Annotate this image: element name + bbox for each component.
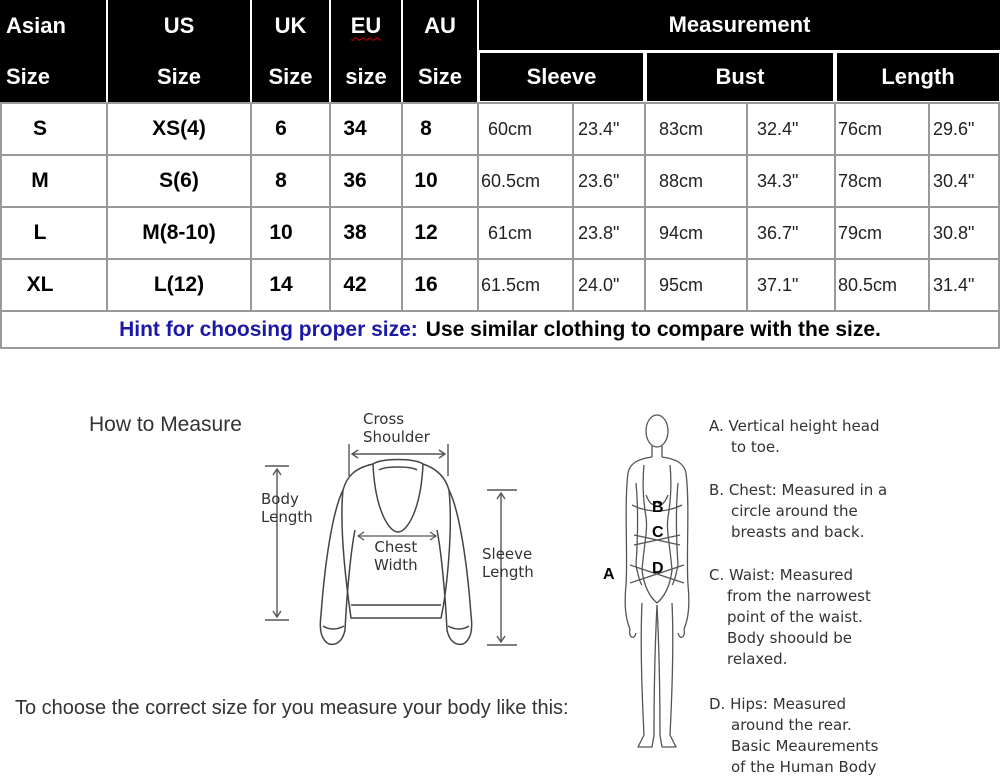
chest-width-label: [374, 538, 418, 574]
cell-bust-cm: 94cm: [659, 222, 704, 243]
header-bust: [646, 52, 834, 102]
cell-bust-in: 34.3": [757, 170, 799, 191]
header-eu-line1: EU: [350, 12, 382, 38]
legend-item-a: [709, 416, 899, 458]
legend-item-b: [709, 480, 899, 543]
chest-width-line2: Width: [374, 556, 418, 574]
cross-shoulder-label: [363, 410, 430, 446]
cell-eu: 34: [343, 117, 367, 140]
cell-length-in: 30.4": [933, 170, 975, 191]
cell-us: L(12): [153, 273, 205, 296]
legend-a-line2: to toe.: [731, 438, 780, 456]
cell-bust-cm: 83cm: [659, 118, 704, 139]
cell-au: 10: [414, 169, 438, 192]
header-us-size: [108, 0, 250, 102]
header-eu-line2: size: [345, 63, 387, 89]
header-length-label: Length: [881, 64, 955, 89]
sleeve-length-line2: Length: [482, 563, 534, 581]
cell-bust-in: 36.7": [757, 222, 799, 243]
measure-instruction: To choose the correct size for you measure your body like this:: [15, 697, 569, 719]
legend-c-line4: Body shoould be: [727, 629, 853, 647]
header-measurement: [479, 0, 1000, 50]
cell-sleeve-in: 24.0": [578, 274, 620, 295]
how-to-measure-title: How to Measure: [89, 413, 242, 436]
legend-c-line5: relaxed.: [727, 650, 788, 668]
header-us-line2: Size: [156, 63, 202, 89]
legend-b-line2: circle around the: [731, 502, 858, 520]
sleeve-length-label: [482, 545, 534, 581]
cell-sleeve-cm: 60cm: [488, 118, 533, 139]
body-length-line1: Body: [261, 490, 299, 508]
cell-bust-in: 32.4": [757, 118, 799, 139]
cell-uk: 6: [275, 117, 287, 140]
cross-shoulder-line2: Shoulder: [363, 428, 430, 446]
cell-eu: 42: [343, 273, 367, 296]
header-length: [836, 52, 1000, 102]
cell-asian: XL: [26, 273, 54, 296]
cell-sleeve-in: 23.4": [578, 118, 620, 139]
cross-shoulder-line1: Cross: [363, 410, 405, 428]
legend-d-line2: around the rear.: [731, 716, 852, 734]
header-asian-size: [0, 0, 106, 102]
cell-length-in: 30.8": [933, 222, 975, 243]
cell-au: 8: [420, 117, 432, 140]
cell-uk: 10: [269, 221, 293, 244]
cell-sleeve-cm: 61.5cm: [481, 274, 541, 295]
hint-text: Use similar clothing to compare with the size.: [425, 318, 881, 341]
header-sleeve-label: Sleeve: [526, 64, 597, 89]
header-measurement-label: Measurement: [668, 12, 811, 37]
human-body-figure-icon: [608, 405, 708, 765]
header-uk-size: [252, 0, 329, 102]
header-asian-line1: Asian: [6, 12, 66, 38]
chest-width-line1: Chest: [374, 538, 418, 556]
legend-d-line4: of the Human Body: [731, 758, 877, 776]
header-sleeve: [479, 52, 644, 102]
legend-c-line1: C. Waist: Measured: [709, 566, 854, 584]
legend-b-line3: breasts and back.: [731, 523, 865, 541]
body-letter-d: D: [652, 560, 664, 577]
header-au-size: [403, 0, 477, 102]
cell-asian: M: [31, 169, 49, 192]
body-length-label: [261, 490, 313, 526]
cell-au: 16: [414, 273, 438, 296]
legend-item-d: [709, 694, 899, 778]
header-eu-size: [331, 0, 401, 102]
cell-us: S(6): [159, 169, 199, 192]
cell-bust-cm: 95cm: [659, 274, 704, 295]
cell-eu: 38: [343, 221, 367, 244]
legend-d-line3: Basic Meaurements: [731, 737, 879, 755]
cell-bust-cm: 88cm: [659, 170, 704, 191]
cell-sleeve-cm: 60.5cm: [481, 170, 541, 191]
legend-c-line2: from the narrowest: [727, 587, 871, 605]
header-au-line1: AU: [424, 12, 456, 38]
cell-au: 12: [414, 221, 438, 244]
cell-uk: 14: [269, 273, 293, 296]
header-au-line2: Size: [417, 63, 463, 89]
header-uk-line2: Size: [268, 63, 313, 89]
cell-length-cm: 79cm: [838, 222, 883, 243]
cell-length-in: 31.4": [933, 274, 975, 295]
header-us-line1: US: [163, 12, 195, 38]
size-hint: [0, 312, 1000, 348]
legend-item-c: [709, 565, 899, 670]
legend-d-line1: D. Hips: Measured: [709, 695, 846, 713]
cell-length-cm: 76cm: [838, 118, 883, 139]
header-asian-line2: Size: [6, 63, 51, 89]
body-letter-a: A: [603, 566, 615, 583]
body-letter-c: C: [652, 524, 664, 541]
legend-c-line3: point of the waist.: [727, 608, 863, 626]
cell-sleeve-in: 23.6": [578, 170, 620, 191]
sleeve-length-line1: Sleeve: [482, 545, 533, 563]
cell-asian: S: [32, 117, 47, 140]
legend-b-line1: B. Chest: Measured in a: [709, 481, 888, 499]
cell-length-cm: 80.5cm: [838, 274, 898, 295]
body-length-line2: Length: [261, 508, 313, 526]
cell-uk: 8: [275, 169, 287, 192]
cell-sleeve-cm: 61cm: [488, 222, 533, 243]
legend-a-line1: A. Vertical height head: [709, 417, 880, 435]
cell-bust-in: 37.1": [757, 274, 799, 295]
body-letter-b: B: [652, 499, 664, 516]
cell-eu: 36: [343, 169, 367, 192]
cell-sleeve-in: 23.8": [578, 222, 620, 243]
header-uk-line1: UK: [274, 12, 307, 38]
cell-length-in: 29.6": [933, 118, 975, 139]
hint-label: Hint for choosing proper size:: [119, 318, 418, 341]
header-bust-label: Bust: [715, 64, 765, 89]
cell-us: M(8-10): [142, 221, 216, 244]
size-chart-table: [0, 0, 1000, 350]
cell-asian: L: [33, 221, 47, 244]
cell-length-cm: 78cm: [838, 170, 883, 191]
cell-us: XS(4): [152, 117, 206, 140]
